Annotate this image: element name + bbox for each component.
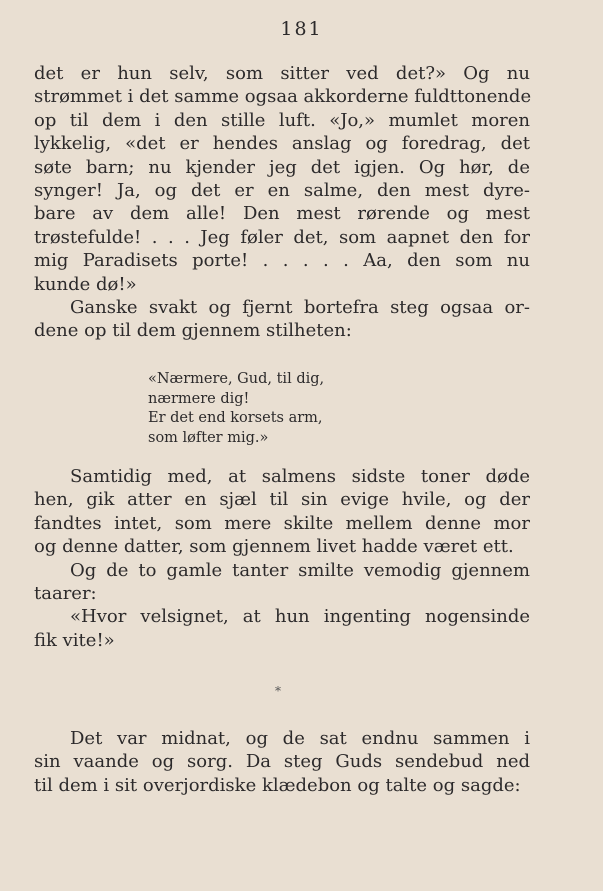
page-number: 181 [280,18,323,40]
text-line: Det var midnat, og de sat endnu sammen i [70,728,530,749]
text-line: hen, gik atter en sjæl til sin evige hvile, og der [34,489,530,511]
text-line: til dem i sit overjordiske klædebon og talte og sagde: [34,774,521,796]
text-block-bottom [34,727,530,797]
text-line: søte barn; nu kjender jeg det igjen. Og hør, de [34,156,530,178]
text-line: mig Paradisets porte! . . . . . Aa, den som nu [34,250,530,272]
text-line: bare av dem alle! Den mest rørende og mest [34,203,530,225]
hymn-quote [148,370,324,448]
text-line: dene op til dem gjennem stilheten: [34,320,352,342]
text-block-top [34,62,530,343]
poem-line: «Nærmere, Gud, til dig, [148,371,325,387]
text-line: «Hvor velsignet, at hun ingenting nogensinde [70,606,530,628]
section-break-asterism: * [275,684,281,698]
text-line: Og de to gamle tanter smilte vemodig gjennem [70,559,530,581]
poem-line: nærmere dig! [148,390,250,407]
text-line: op til dem i den stille luft. «Jo,» mumlet moren [34,109,530,131]
text-line: kunde dø!» [34,273,137,295]
text-line: lykkelig, «det er hendes anslag og foredrag, det [34,133,530,155]
text-line: trøstefulde! . . . Jeg føler det, som aapnet den for [34,226,530,248]
text-line: Samtidig med, at salmens sidste toner døde [70,466,530,487]
text-line: fik vite!» [34,629,115,651]
text-block-middle [34,465,530,652]
text-line: taarer: [34,583,97,605]
text-line: det er hun selv, som sitter ved det?» Og nu [34,63,530,84]
text-line: synger! Ja, og det er en salme, den mest dyre- [34,180,530,202]
text-line: fandtes intet, som mere skilte mellem denne mor [34,512,530,534]
text-line: Ganske svakt og fjernt bortefra steg ogsaa or- [70,297,530,319]
text-line: og denne datter, som gjennem livet hadde været ett. [34,536,514,558]
text-line: sin vaande og sorg. Da steg Guds sendebud ned [34,751,530,773]
poem-line: som løfter mig.» [148,429,269,446]
poem-line: Er det end korsets arm, [148,410,323,426]
text-line: strømmet i det samme ogsaa akkorderne fuldttonende [34,86,532,108]
